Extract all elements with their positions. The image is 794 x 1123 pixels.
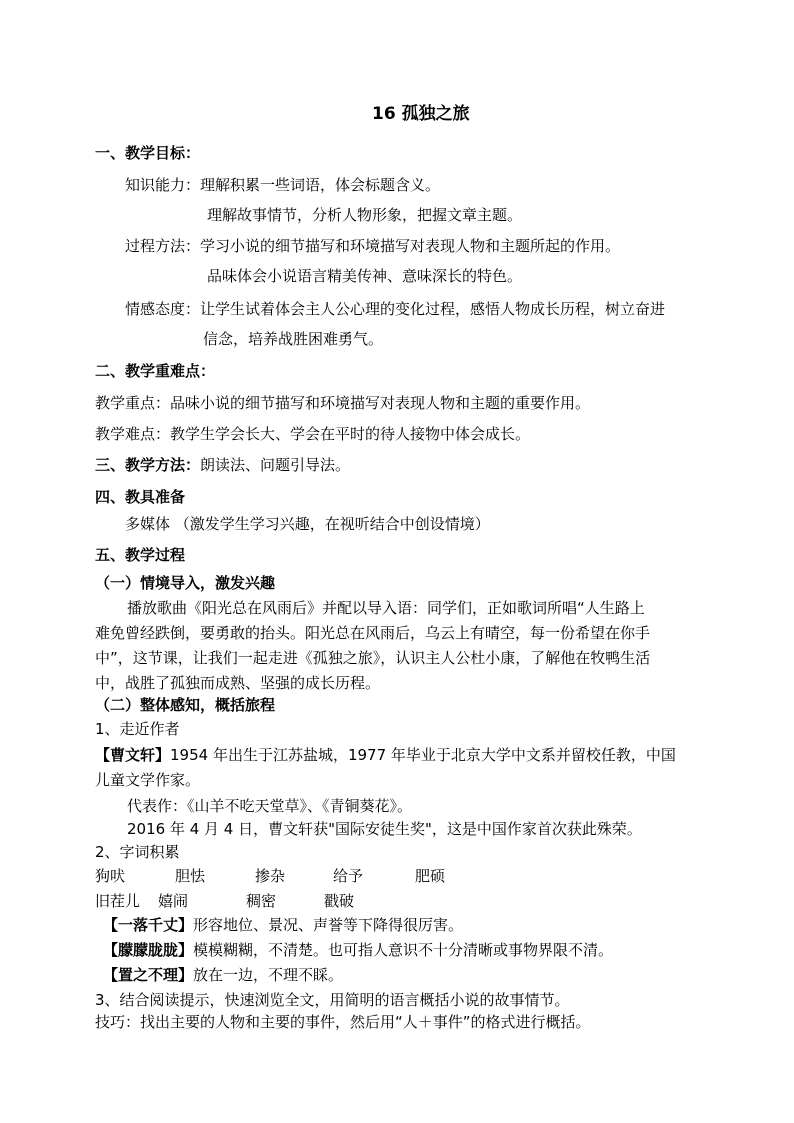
idiom-meaning: 放在一边，不理不睬。 — [193, 966, 344, 984]
idiom-1 — [103, 915, 463, 935]
section-heading-key-points: 二、教学重难点： — [95, 362, 216, 380]
teaching-focus: 教学重点：品味小说的细节描写和环境描写对表现人物和主题的重要作用。 — [95, 394, 591, 412]
vocab-word: 戳破 — [324, 892, 355, 910]
section-heading-materials: 四、教具准备 — [95, 488, 186, 506]
vocab-word: 肥硕 — [415, 867, 446, 885]
process-text-2: 品味体会小说语言精美传神、意味深长的特色。 — [207, 267, 523, 285]
vocab-word: 嬉闹 — [158, 892, 189, 910]
part1-para-line-3: 中”，这节课，让我们一起走进《孤独之旅》，认识主人公杜小康，了解他在牧鸭生活 — [95, 649, 651, 667]
vocab-word: 稠密 — [246, 892, 277, 910]
section-heading-methods: 三、教学方法： — [95, 456, 201, 474]
idiom-3 — [103, 965, 343, 985]
part1-para-line-4: 中，战胜了孤独而成熟、坚强的成长历程。 — [95, 674, 381, 692]
page-title: 16 孤独之旅 — [372, 104, 470, 124]
methods-text: 朗读法、问题引导法。 — [200, 456, 351, 474]
part1-para-line-1: 播放歌曲《阳光总在风雨后》并配以导入语：同学们，正如歌词所唱“人生路上 — [127, 599, 645, 617]
author-text-2: 儿童文学作家。 — [95, 771, 201, 789]
vocab-word: 给予 — [333, 867, 364, 885]
knowledge-text-2: 理解故事情节，分析人物形象，把握文章主题。 — [207, 206, 523, 224]
item3-heading: 3、结合阅读提示，快速浏览全文，用简明的语言概括小说的故事情节。 — [95, 991, 570, 1009]
author-tag: 【曹文轩】 — [95, 746, 171, 764]
idiom-term: 【置之不理】 — [103, 966, 194, 984]
teaching-difficulty: 教学难点：教学生学会长大、学会在平时的待人接物中体会成长。 — [95, 425, 531, 443]
process-label: 过程方法： — [125, 237, 201, 255]
part1-heading: （一）情境导入，激发兴趣 — [95, 574, 276, 592]
section-heading-objectives: 一、教学目标： — [95, 144, 201, 162]
knowledge-label: 知识能力： — [125, 176, 201, 194]
part2-heading: （二）整体感知，概括旅程 — [95, 696, 276, 714]
emotion-text-1: 让学生试着体会主人公心理的变化过程，感悟人物成长历程，树立奋进 — [200, 300, 666, 318]
process-text-1: 学习小说的细节描写和环境描写对表现人物和主题所起的作用。 — [200, 237, 621, 255]
section-heading-process: 五、教学过程 — [95, 546, 186, 564]
knowledge-text-1: 理解积累一些词语，体会标题含义。 — [200, 176, 441, 194]
idiom-2 — [103, 940, 613, 960]
emotion-label: 情感态度： — [125, 300, 201, 318]
vocab-word: 狗吠 — [95, 867, 126, 885]
idiom-meaning: 模模糊糊，不清楚。也可指人意识不十分清晰或事物界限不清。 — [193, 941, 614, 959]
part1-para-line-2: 难免曾经跌倒，要勇敢的抬头。阳光总在风雨后，乌云上有晴空，每一份希望在你手 — [95, 624, 651, 642]
knowledge-line-1 — [125, 175, 440, 195]
vocab-row-2 — [95, 891, 354, 911]
vocab-word: 旧茬儿 — [95, 892, 141, 910]
materials-text: 多媒体 （激发学生学习兴趣，在视听结合中创设情境） — [125, 515, 490, 533]
idiom-term: 【一落千丈】 — [103, 916, 194, 934]
author-line-1 — [95, 745, 676, 765]
author-text-1: 1954 年出生于江苏盐城，1977 年毕业于北京大学中文系并留校任教，中国 — [170, 746, 676, 764]
idiom-term: 【朦朦胧胧】 — [103, 941, 194, 959]
emotion-text-2: 信念，培养战胜困难勇气。 — [203, 330, 384, 348]
vocab-word: 掺杂 — [255, 867, 286, 885]
item1-heading: 1、走近作者 — [95, 720, 180, 738]
representative-works: 代表作：《山羊不吃天堂草》、《青铜葵花》。 — [127, 797, 413, 815]
vocab-row-1 — [95, 866, 445, 886]
summary-tip: 技巧：找出主要的人物和主要的事件，然后用“人＋事件”的格式进行概括。 — [95, 1013, 591, 1031]
idiom-meaning: 形容地位、景况、声誉等下降得很厉害。 — [193, 916, 464, 934]
vocab-word: 胆怯 — [175, 867, 206, 885]
item2-heading: 2、字词积累 — [95, 843, 180, 861]
methods-line — [95, 455, 350, 475]
process-line-1 — [125, 236, 620, 256]
award-text: 2016 年 4 月 4 日，曹文轩获"国际安徒生奖"，这是中国作家首次获此殊荣。 — [127, 820, 642, 838]
emotion-line-1 — [125, 299, 665, 319]
